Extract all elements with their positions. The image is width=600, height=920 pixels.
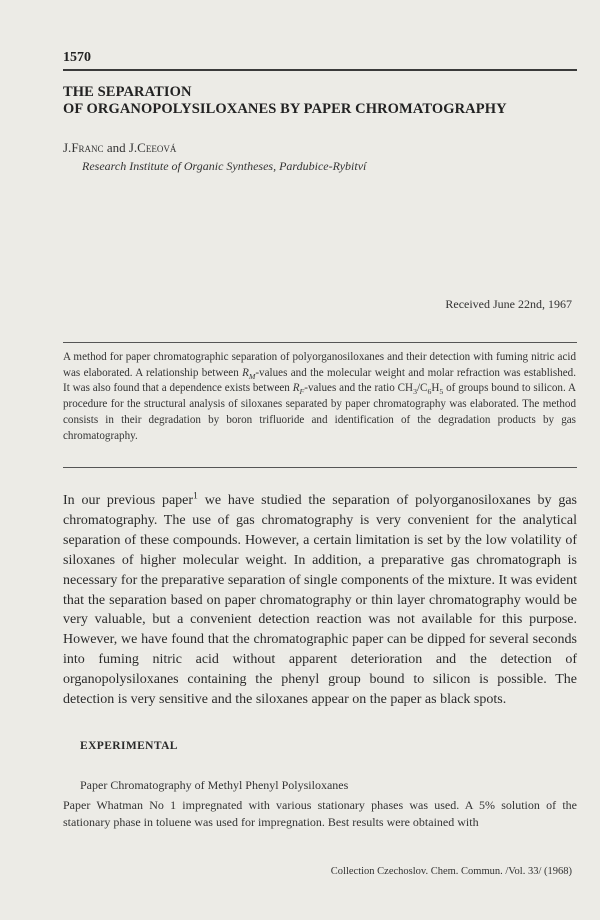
abstract-text-2: -values and the molecular weight and molar refraction was established. It was also found that a dependence exists between — [63, 366, 576, 395]
author-connector: and — [103, 140, 129, 155]
abstract-rule-top — [63, 342, 577, 343]
page-number: 1570 — [63, 50, 91, 65]
abstract-text-4: /C — [416, 382, 428, 395]
received-date: Received June 22nd, 1967 — [445, 297, 572, 311]
abstract-rule-bottom — [63, 467, 577, 468]
author1-initial: J. — [63, 140, 72, 155]
author2-surname: Ceeová — [137, 140, 177, 155]
section-heading-experimental: EXPERIMENTAL — [80, 740, 178, 752]
abstract-text-5: H — [431, 382, 440, 395]
header-rule — [63, 69, 577, 71]
author1-surname: Franc — [71, 140, 104, 155]
rf-subscript: F — [299, 387, 305, 397]
journal-footer: Collection Czechoslov. Chem. Commun. /Vol. 33/ (1968) — [330, 866, 572, 877]
title-line-1: THE SEPARATION — [63, 84, 192, 100]
ch3-subscript: 3 — [413, 387, 417, 397]
title-line-2: OF ORGANOPOLYSILOXANES BY PAPER CHROMATOGRAPHY — [63, 101, 507, 117]
reference-marker: 1 — [193, 490, 198, 502]
affiliation: Research Institute of Organic Syntheses, Pardubice-Rybitví — [82, 159, 367, 173]
subsection-heading: Paper Chromatography of Methyl Phenyl Polysiloxanes — [80, 778, 349, 792]
abstract — [63, 350, 576, 444]
rm-symbol: R — [242, 366, 249, 379]
h5-subscript: 5 — [439, 387, 444, 397]
article-title — [63, 84, 577, 118]
author2-initial: J. — [128, 140, 138, 155]
abstract-text-1: A method for paper chromatographic separation of polyorganosiloxanes and their detection with fuming nitric acid was elaborated. A relationship between — [63, 351, 576, 379]
abstract-text-6: of groups bound to silicon. A procedure for the structural analysis of siloxanes separated by paper chromatography was elaborated. The method consists in their degradation by boron trifluoride and identification of the degradation products by gas chromatography. — [63, 382, 576, 442]
rm-subscript: M — [248, 371, 256, 381]
introduction-paragraph — [63, 491, 577, 710]
rf-symbol: R — [292, 382, 300, 395]
authors — [63, 140, 176, 156]
abstract-text-3: -values and the ratio CH — [304, 382, 414, 395]
intro-text-1: In our previous paper — [63, 493, 194, 508]
method-paragraph: Paper Whatman No 1 impregnated with various stationary phases was used. A 5% solution of the stationary phase in toluene was used for impregnation. Best results were obtained with — [63, 798, 577, 829]
intro-text-2: we have studied the separation of polyorganosiloxanes by gas chromatography. The use of gas chromatography is very convenient for the analytical separation of these compounds. However, a certain limitation is set by the low volatility of siloxanes of higher molecular weight. In addition, a preparative gas chromatograph is necessary for the preparative separation of single components of the mixture. It was evident that the separation based on paper chromatography or thin layer chromatography would be very valuable, but a convenient detection reaction was not available for this purpose. However, we have found that the chromatographic paper can be dipped for several seconds into fuming nitric acid without apparent deterioration and the detection of organopolysiloxanes containing the phenyl group bound to silicon is possible. The detection is very sensitive and the siloxanes appear on the paper as black spots. — [63, 493, 577, 708]
c6-subscript: 6 — [427, 387, 432, 397]
